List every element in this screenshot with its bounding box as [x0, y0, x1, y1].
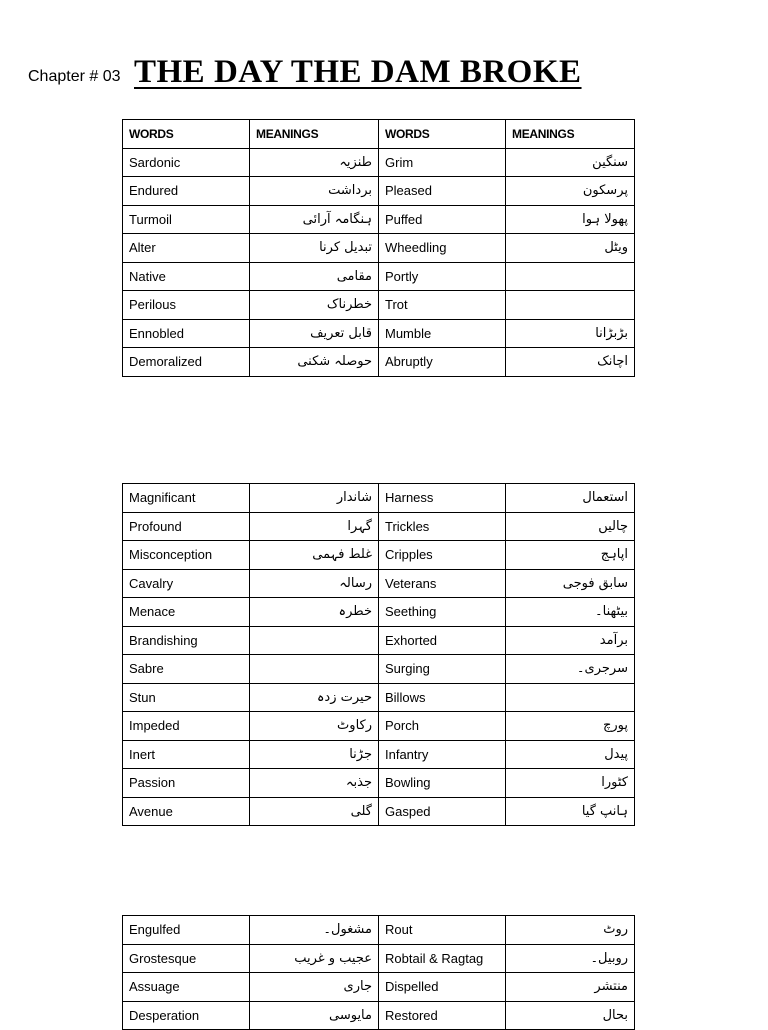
- word-cell: Inert: [123, 740, 250, 769]
- word-cell: Perilous: [123, 291, 250, 320]
- meaning-cell: کٹورا: [506, 769, 635, 798]
- word-cell: Gasped: [379, 797, 506, 826]
- word-cell: Pleased: [379, 177, 506, 206]
- meaning-cell: [506, 262, 635, 291]
- meaning-cell: قابل تعریف: [250, 319, 379, 348]
- word-cell: Turmoil: [123, 205, 250, 234]
- table-row: [123, 512, 635, 541]
- word-cell: Dispelled: [379, 973, 506, 1002]
- table-row: [123, 148, 635, 177]
- meaning-cell: مایوسی: [250, 1001, 379, 1030]
- header-words: WORDS: [379, 120, 506, 149]
- word-cell: Engulfed: [123, 916, 250, 945]
- meaning-cell: جذبہ: [250, 769, 379, 798]
- table-row: [123, 655, 635, 684]
- word-cell: Demoralized: [123, 348, 250, 377]
- meaning-cell: سنگین: [506, 148, 635, 177]
- meaning-cell: غلط فہمی: [250, 541, 379, 570]
- word-cell: Menace: [123, 598, 250, 627]
- header-words: WORDS: [123, 120, 250, 149]
- meaning-cell: جاری: [250, 973, 379, 1002]
- word-cell: Restored: [379, 1001, 506, 1030]
- table-row: [123, 569, 635, 598]
- table-row: [123, 319, 635, 348]
- table-row: [123, 234, 635, 263]
- table-header-row: [123, 120, 635, 149]
- meaning-cell: خطرہ: [250, 598, 379, 627]
- meaning-cell: اپاہج: [506, 541, 635, 570]
- table-row: [123, 769, 635, 798]
- word-cell: Rout: [379, 916, 506, 945]
- meaning-cell: رکاوٹ: [250, 712, 379, 741]
- page-title: THE DAY THE DAM BROKE: [134, 54, 582, 90]
- word-cell: Passion: [123, 769, 250, 798]
- table-row: [123, 712, 635, 741]
- word-cell: Veterans: [379, 569, 506, 598]
- meaning-cell: سرجری۔: [506, 655, 635, 684]
- table-row: [123, 973, 635, 1002]
- meaning-cell: خطرناک: [250, 291, 379, 320]
- word-cell: Mumble: [379, 319, 506, 348]
- meaning-cell: برآمد: [506, 626, 635, 655]
- meaning-cell: شاندار: [250, 484, 379, 513]
- word-cell: Trickles: [379, 512, 506, 541]
- meaning-cell: گہرا: [250, 512, 379, 541]
- table-row: [123, 598, 635, 627]
- meaning-cell: [250, 626, 379, 655]
- meaning-cell: حوصلہ شکنی: [250, 348, 379, 377]
- word-cell: Grim: [379, 148, 506, 177]
- meaning-cell: برداشت: [250, 177, 379, 206]
- word-cell: Sabre: [123, 655, 250, 684]
- word-cell: Misconception: [123, 541, 250, 570]
- table-row: [123, 740, 635, 769]
- word-cell: Trot: [379, 291, 506, 320]
- word-cell: Cavalry: [123, 569, 250, 598]
- word-cell: Alter: [123, 234, 250, 263]
- meaning-cell: عجیب و غریب: [250, 944, 379, 973]
- meaning-cell: پیدل: [506, 740, 635, 769]
- table-row: [123, 291, 635, 320]
- meaning-cell: پرسکون: [506, 177, 635, 206]
- meaning-cell: جڑنا: [250, 740, 379, 769]
- table-row: [123, 1001, 635, 1030]
- word-cell: Puffed: [379, 205, 506, 234]
- table-row: [123, 683, 635, 712]
- meaning-cell: روبیل۔: [506, 944, 635, 973]
- meaning-cell: مقامی: [250, 262, 379, 291]
- meaning-cell: طنزیہ: [250, 148, 379, 177]
- word-cell: Native: [123, 262, 250, 291]
- meaning-cell: ہنگامہ آرائی: [250, 205, 379, 234]
- meaning-cell: حیرت زدہ: [250, 683, 379, 712]
- word-cell: Portly: [379, 262, 506, 291]
- meaning-cell: ہانپ گیا: [506, 797, 635, 826]
- header-meanings: MEANINGS: [506, 120, 635, 149]
- word-cell: Cripples: [379, 541, 506, 570]
- word-cell: Wheedling: [379, 234, 506, 263]
- meaning-cell: تبدیل کرنا: [250, 234, 379, 263]
- table-row: [123, 177, 635, 206]
- table-row: [123, 944, 635, 973]
- word-cell: Billows: [379, 683, 506, 712]
- table-row: [123, 205, 635, 234]
- word-cell: Magnificant: [123, 484, 250, 513]
- meaning-cell: [250, 655, 379, 684]
- word-cell: Abruptly: [379, 348, 506, 377]
- meaning-cell: بحال: [506, 1001, 635, 1030]
- vocab-table-2: [122, 483, 635, 826]
- meaning-cell: اچانک: [506, 348, 635, 377]
- word-cell: Seething: [379, 598, 506, 627]
- table-row: [123, 262, 635, 291]
- meaning-cell: بڑبڑانا: [506, 319, 635, 348]
- vocab-table-1: [122, 119, 635, 377]
- word-cell: Impeded: [123, 712, 250, 741]
- header-meanings: MEANINGS: [250, 120, 379, 149]
- word-cell: Harness: [379, 484, 506, 513]
- meaning-cell: گلی: [250, 797, 379, 826]
- word-cell: Grostesque: [123, 944, 250, 973]
- vocab-table-3: [122, 915, 635, 1030]
- word-cell: Bowling: [379, 769, 506, 798]
- word-cell: Stun: [123, 683, 250, 712]
- word-cell: Surging: [379, 655, 506, 684]
- word-cell: Exhorted: [379, 626, 506, 655]
- meaning-cell: مشغول۔: [250, 916, 379, 945]
- meaning-cell: [506, 291, 635, 320]
- table-row: [123, 348, 635, 377]
- chapter-label: Chapter # 03: [28, 68, 121, 85]
- meaning-cell: استعمال: [506, 484, 635, 513]
- word-cell: Endured: [123, 177, 250, 206]
- word-cell: Desperation: [123, 1001, 250, 1030]
- meaning-cell: چالیں: [506, 512, 635, 541]
- table-row: [123, 626, 635, 655]
- word-cell: Profound: [123, 512, 250, 541]
- word-cell: Assuage: [123, 973, 250, 1002]
- word-cell: Brandishing: [123, 626, 250, 655]
- meaning-cell: سابق فوجی: [506, 569, 635, 598]
- table-row: [123, 484, 635, 513]
- meaning-cell: بیٹھنا۔: [506, 598, 635, 627]
- meaning-cell: پھولا ہوا: [506, 205, 635, 234]
- word-cell: Infantry: [379, 740, 506, 769]
- word-cell: Porch: [379, 712, 506, 741]
- table-row: [123, 916, 635, 945]
- meaning-cell: رسالہ: [250, 569, 379, 598]
- meaning-cell: روٹ: [506, 916, 635, 945]
- meaning-cell: ویٹل: [506, 234, 635, 263]
- word-cell: Avenue: [123, 797, 250, 826]
- meaning-cell: [506, 683, 635, 712]
- meaning-cell: پورچ: [506, 712, 635, 741]
- word-cell: Robtail & Ragtag: [379, 944, 506, 973]
- table-row: [123, 797, 635, 826]
- meaning-cell: منتشر: [506, 973, 635, 1002]
- word-cell: Sardonic: [123, 148, 250, 177]
- table-row: [123, 541, 635, 570]
- word-cell: Ennobled: [123, 319, 250, 348]
